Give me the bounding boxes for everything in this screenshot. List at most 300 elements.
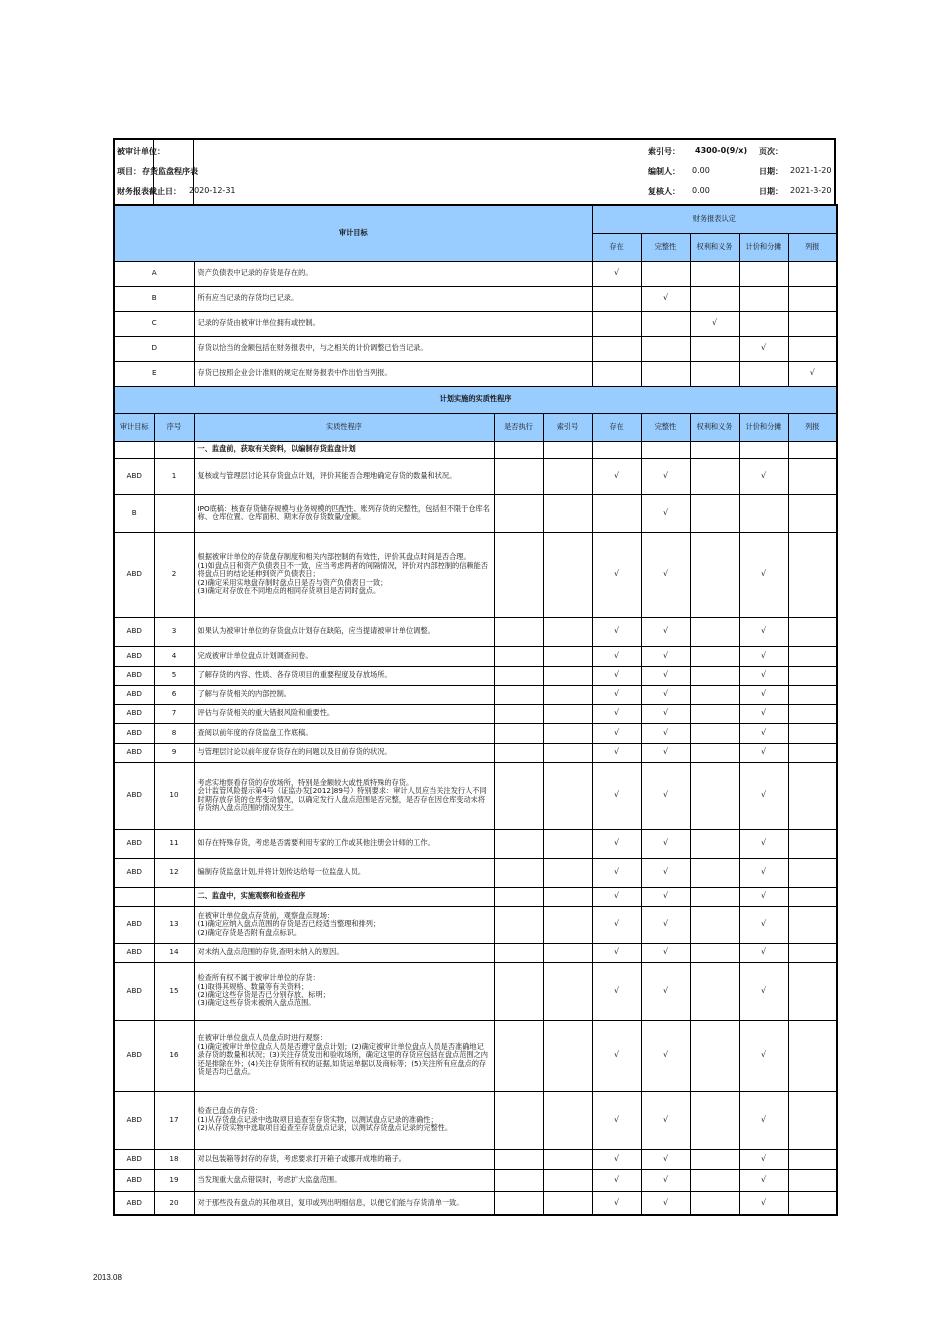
assertion-check: √ xyxy=(739,685,788,704)
assertion-check xyxy=(788,1149,837,1169)
assertion-check xyxy=(690,494,739,532)
executed-cell[interactable] xyxy=(494,666,543,685)
procedure-row xyxy=(114,532,837,617)
index-ref-cell[interactable] xyxy=(543,1191,592,1215)
assertion-check: √ xyxy=(739,532,788,617)
procedure-row xyxy=(114,762,837,829)
executed-cell[interactable] xyxy=(494,532,543,617)
assertion-check: √ xyxy=(592,1020,641,1091)
index-ref-cell[interactable] xyxy=(543,494,592,532)
objective-code: B xyxy=(114,286,194,311)
objectives-title: 审计目标 xyxy=(114,205,592,261)
assertion-check: √ xyxy=(739,762,788,829)
assertion-check xyxy=(788,311,837,336)
procedure-text: 完成被审计单位盘点计划调查问卷。 xyxy=(194,646,494,666)
assertion-check: √ xyxy=(592,261,641,286)
assertion-check xyxy=(788,494,837,532)
objective-ref xyxy=(114,887,154,906)
assertion-check xyxy=(641,361,690,386)
unit-label: 被审计单位： xyxy=(117,147,165,156)
objective-ref: ABD xyxy=(114,1091,154,1149)
assertion-check xyxy=(690,286,739,311)
procedure-text: 二、监盘中，实施观察和检查程序 xyxy=(194,887,494,906)
procedure-number: 15 xyxy=(154,962,194,1020)
version-footer: 2013.08 xyxy=(93,1273,122,1282)
objective-ref: ABD xyxy=(114,532,154,617)
procedure-text: 对以包装箱等封存的存货，考虑要求打开箱子或挪开成堆的箱子。 xyxy=(194,1149,494,1169)
executed-cell[interactable] xyxy=(494,829,543,858)
procedure-number: 12 xyxy=(154,858,194,887)
executed-cell[interactable] xyxy=(494,858,543,887)
executed-cell[interactable] xyxy=(494,762,543,829)
executed-cell[interactable] xyxy=(494,906,543,943)
procedure-row xyxy=(114,1191,837,1215)
column-header: 审计目标 xyxy=(114,413,154,441)
assertion-check xyxy=(690,532,739,617)
assertion-check: √ xyxy=(739,704,788,723)
executed-cell[interactable] xyxy=(494,962,543,1020)
procedure-number: 7 xyxy=(154,704,194,723)
procedure-row xyxy=(114,962,837,1020)
objective-ref: ABD xyxy=(114,617,154,646)
assertion-check: √ xyxy=(592,666,641,685)
column-header: 是否执行 xyxy=(494,413,543,441)
assertion-check xyxy=(690,336,739,361)
procedure-text: 当发现重大盘点错误时，考虑扩大监盘范围。 xyxy=(194,1169,494,1191)
objective-row xyxy=(114,286,837,311)
assertion-check: √ xyxy=(592,458,641,494)
index-ref-cell[interactable] xyxy=(543,887,592,906)
column-header: 计价和分摊 xyxy=(739,413,788,441)
assertion-check xyxy=(690,704,739,723)
assertion-check xyxy=(641,336,690,361)
objective-ref: ABD xyxy=(114,666,154,685)
objective-text: 所有应当记录的存货均已记录。 xyxy=(194,286,592,311)
assertion-check xyxy=(739,494,788,532)
procedure-row xyxy=(114,494,837,532)
assertion-header: 权利和义务 xyxy=(690,233,739,261)
executed-cell[interactable] xyxy=(494,704,543,723)
assertion-check xyxy=(690,887,739,906)
assertion-check xyxy=(788,829,837,858)
objective-text: 存货已按照企业会计准则的规定在财务报表中作出恰当列报。 xyxy=(194,361,592,386)
procedure-text: 根据被审计单位的存货盘存制度和相关内部控制的有效性，评价其盘点时间是否合理。 (1)如盘点日和资产负债表日不一致，应当考虑两者的间隔情况，评价对内部控制的信赖能否将盘点日的结论延伸到资产负债表日； (2)确定采用实地盘存制时盘点日是否与资产负债表日一致； (3)确定对存放在不同地点的相同存货项目是否同时盘点。 xyxy=(194,532,494,617)
assertion-check: √ xyxy=(641,1020,690,1091)
assertion-check xyxy=(788,646,837,666)
index-ref-cell[interactable] xyxy=(543,762,592,829)
objective-ref: ABD xyxy=(114,1191,154,1215)
assertion-check xyxy=(788,336,837,361)
objective-ref: B xyxy=(114,494,154,532)
procedure-row xyxy=(114,1149,837,1169)
assertion-check: √ xyxy=(739,1020,788,1091)
assertion-check xyxy=(788,532,837,617)
assertion-check: √ xyxy=(739,1091,788,1149)
objective-ref: ABD xyxy=(114,829,154,858)
assertion-check xyxy=(690,646,739,666)
assertion-check xyxy=(739,261,788,286)
section-row xyxy=(114,887,837,906)
procedure-text: 与管理层讨论以前年度存货存在的问题以及目前存货的状况。 xyxy=(194,743,494,762)
procedure-number xyxy=(154,494,194,532)
assertion-check: √ xyxy=(641,829,690,858)
index-value: 4300-0(9/x) xyxy=(695,146,748,155)
assertion-check: √ xyxy=(592,723,641,743)
assertion-check xyxy=(788,286,837,311)
index-ref-cell[interactable] xyxy=(543,1149,592,1169)
objective-ref: ABD xyxy=(114,943,154,962)
assertion-check: √ xyxy=(739,829,788,858)
index-ref-cell[interactable] xyxy=(543,943,592,962)
assertion-check: √ xyxy=(592,1149,641,1169)
executed-cell[interactable] xyxy=(494,617,543,646)
assertion-check: √ xyxy=(592,1191,641,1215)
index-ref-cell[interactable] xyxy=(543,829,592,858)
assertion-check xyxy=(788,858,837,887)
procedure-number: 11 xyxy=(154,829,194,858)
assertion-check xyxy=(788,704,837,723)
procedure-row xyxy=(114,704,837,723)
project-name: 存货监盘程序表 xyxy=(142,167,198,176)
assertion-check: √ xyxy=(739,743,788,762)
procedure-row xyxy=(114,685,837,704)
procedure-number: 9 xyxy=(154,743,194,762)
assertion-check xyxy=(788,906,837,943)
column-header: 索引号 xyxy=(543,413,592,441)
assertion-check xyxy=(690,617,739,646)
section-row xyxy=(114,441,837,458)
assertion-check xyxy=(690,723,739,743)
assertion-check: √ xyxy=(739,887,788,906)
executed-cell[interactable] xyxy=(494,1020,543,1091)
assertion-header: 计价和分摊 xyxy=(739,233,788,261)
project-label: 项目： xyxy=(117,167,141,176)
assertion-check xyxy=(788,1091,837,1149)
objective-code: A xyxy=(114,261,194,286)
assertion-check: √ xyxy=(739,723,788,743)
assertion-check xyxy=(592,494,641,532)
assertion-header: 存在 xyxy=(592,233,641,261)
assertion-check: √ xyxy=(641,858,690,887)
executed-cell[interactable] xyxy=(494,723,543,743)
assertion-check: √ xyxy=(739,646,788,666)
procedure-row xyxy=(114,1169,837,1191)
procedure-number xyxy=(154,441,194,458)
assertion-group-header: 财务报表认定 xyxy=(592,205,837,233)
objective-ref: ABD xyxy=(114,723,154,743)
index-ref-cell[interactable] xyxy=(543,532,592,617)
procedure-row xyxy=(114,906,837,943)
assertion-check xyxy=(788,617,837,646)
page-label: 页次： xyxy=(759,147,783,156)
assertion-check xyxy=(641,261,690,286)
assertion-check: √ xyxy=(739,1149,788,1169)
procedure-row xyxy=(114,646,837,666)
index-ref-cell[interactable] xyxy=(543,666,592,685)
preparer-value: 0.00 xyxy=(692,166,710,175)
assertion-check: √ xyxy=(739,617,788,646)
objective-ref: ABD xyxy=(114,858,154,887)
assertion-check xyxy=(592,441,641,458)
assertion-check: √ xyxy=(788,361,837,386)
assertion-check xyxy=(788,943,837,962)
procedure-text: 评估与存货相关的重大错报风险和重要性。 xyxy=(194,704,494,723)
date1-label: 日期： xyxy=(759,167,783,176)
assertion-check: √ xyxy=(641,532,690,617)
index-ref-cell[interactable] xyxy=(543,685,592,704)
assertion-check xyxy=(690,906,739,943)
procedure-number: 3 xyxy=(154,617,194,646)
assertion-check xyxy=(788,458,837,494)
column-header: 列报 xyxy=(788,413,837,441)
assertion-header: 完整性 xyxy=(641,233,690,261)
assertion-check: √ xyxy=(641,1091,690,1149)
assertion-check: √ xyxy=(592,762,641,829)
index-ref-cell[interactable] xyxy=(543,441,592,458)
procedure-text: 在被审计单位盘点存货前，观察盘点现场： (1)确定应纳入盘点范围的存货是否已经适当整理和排列； (2)确定存货是否附有盘点标识。 xyxy=(194,906,494,943)
assertion-check xyxy=(788,666,837,685)
procedure-number: 2 xyxy=(154,532,194,617)
objective-code: D xyxy=(114,336,194,361)
assertion-check: √ xyxy=(739,458,788,494)
objective-ref: ABD xyxy=(114,743,154,762)
assertion-check: √ xyxy=(641,458,690,494)
assertion-check xyxy=(788,1169,837,1191)
procedure-row xyxy=(114,617,837,646)
assertion-check: √ xyxy=(641,1149,690,1169)
assertion-check: √ xyxy=(592,906,641,943)
assertion-check xyxy=(739,311,788,336)
objective-ref: ABD xyxy=(114,704,154,723)
objective-row xyxy=(114,336,837,361)
objective-ref: ABD xyxy=(114,762,154,829)
objective-ref: ABD xyxy=(114,1149,154,1169)
index-ref-cell[interactable] xyxy=(543,1169,592,1191)
assertion-check xyxy=(690,858,739,887)
assertion-check xyxy=(592,311,641,336)
assertion-check: √ xyxy=(641,617,690,646)
procedure-text: 对于那些没有盘点的其他项目，复印或列出明细信息，以便它们能与存货清单一致。 xyxy=(194,1191,494,1215)
executed-cell[interactable] xyxy=(494,685,543,704)
assertion-check: √ xyxy=(592,685,641,704)
procedure-text: 查阅以前年度的存货监盘工作底稿。 xyxy=(194,723,494,743)
assertion-check xyxy=(739,286,788,311)
executed-cell[interactable] xyxy=(494,943,543,962)
index-ref-cell[interactable] xyxy=(543,723,592,743)
assertion-check: √ xyxy=(641,762,690,829)
procedure-row xyxy=(114,723,837,743)
assertion-check: √ xyxy=(739,906,788,943)
assertion-check: √ xyxy=(592,704,641,723)
procedure-text: 复核或与管理层讨论其存货盘点计划，评价其能否合理地确定存货的数量和状况。 xyxy=(194,458,494,494)
executed-cell[interactable] xyxy=(494,1091,543,1149)
working-paper-sheet xyxy=(113,138,836,1216)
index-ref-cell[interactable] xyxy=(543,458,592,494)
assertion-check: √ xyxy=(592,1091,641,1149)
procedure-text: 如果认为被审计单位的存货盘点计划存在缺陷，应当提请被审计单位调整。 xyxy=(194,617,494,646)
index-ref-cell[interactable] xyxy=(543,704,592,723)
assertion-check: √ xyxy=(592,829,641,858)
assertion-check xyxy=(690,1020,739,1091)
executed-cell[interactable] xyxy=(494,1191,543,1215)
index-ref-cell[interactable] xyxy=(543,646,592,666)
assertion-header: 列报 xyxy=(788,233,837,261)
index-ref-cell[interactable] xyxy=(543,962,592,1020)
index-ref-cell[interactable] xyxy=(543,858,592,887)
assertion-check: √ xyxy=(641,704,690,723)
objective-row xyxy=(114,311,837,336)
preparer-label: 编制人： xyxy=(648,167,680,176)
executed-cell[interactable] xyxy=(494,743,543,762)
assertion-check xyxy=(690,829,739,858)
assertion-check xyxy=(788,723,837,743)
executed-cell[interactable] xyxy=(494,494,543,532)
reviewer-label: 复核人： xyxy=(648,187,680,196)
assertion-check: √ xyxy=(592,646,641,666)
assertion-check xyxy=(690,762,739,829)
objective-code: C xyxy=(114,311,194,336)
assertion-check xyxy=(690,1149,739,1169)
procedure-text: 检查已盘点的存货： (1)从存货盘点记录中选取项目追查至存货实物，以测试盘点记录的准确性； (2)从存货实物中选取项目追查至存货盘点记录，以测试存货盘点记录的完整性。 xyxy=(194,1091,494,1149)
assertion-check: √ xyxy=(641,666,690,685)
period-value: 2020-12-31 xyxy=(189,186,236,195)
assertion-check xyxy=(788,261,837,286)
procedure-number: 14 xyxy=(154,943,194,962)
assertion-check xyxy=(690,666,739,685)
assertion-check xyxy=(690,361,739,386)
executed-cell[interactable] xyxy=(494,1169,543,1191)
assertion-check: √ xyxy=(641,962,690,1020)
executed-cell[interactable] xyxy=(494,887,543,906)
procedure-number: 6 xyxy=(154,685,194,704)
procedure-number: 18 xyxy=(154,1149,194,1169)
assertion-check xyxy=(690,261,739,286)
assertion-check: √ xyxy=(641,743,690,762)
assertion-check: √ xyxy=(641,1191,690,1215)
assertion-check xyxy=(592,336,641,361)
procedure-number: 19 xyxy=(154,1169,194,1191)
procedure-text: 检查所有权不属于被审计单位的存货： (1)取得其规格、数量等有关资料； (2)确定这些存货是否已分别存放、标明； (3)确定这些存货未被纳入盘点范围。 xyxy=(194,962,494,1020)
index-ref-cell[interactable] xyxy=(543,743,592,762)
procedure-row xyxy=(114,1091,837,1149)
procedure-number: 8 xyxy=(154,723,194,743)
index-label: 索引号： xyxy=(648,147,680,156)
procedure-row xyxy=(114,743,837,762)
assertion-check xyxy=(788,441,837,458)
procedure-row xyxy=(114,1020,837,1091)
procedure-row xyxy=(114,858,837,887)
objective-code: E xyxy=(114,361,194,386)
objective-text: 资产负债表中记录的存货是存在的。 xyxy=(194,261,592,286)
date2-label: 日期： xyxy=(759,187,783,196)
assertion-check: √ xyxy=(641,494,690,532)
objective-text: 记录的存货由被审计单位拥有或控制。 xyxy=(194,311,592,336)
assertion-check: √ xyxy=(641,723,690,743)
assertion-check xyxy=(788,762,837,829)
procedure-number: 1 xyxy=(154,458,194,494)
procedure-text: 了解与存货相关的内部控制。 xyxy=(194,685,494,704)
objective-ref xyxy=(114,441,154,458)
index-ref-cell[interactable] xyxy=(543,1020,592,1091)
procedure-text: 如存在特殊存货，考虑是否需要利用专家的工作或其他注册会计师的工作。 xyxy=(194,829,494,858)
assertion-check xyxy=(739,361,788,386)
assertion-check xyxy=(788,1020,837,1091)
procedure-number: 4 xyxy=(154,646,194,666)
assertion-check: √ xyxy=(592,962,641,1020)
procedure-text: 考虑实地察看存货的存放场所，特别是金额较大或性质特殊的存货。 会计监管风险提示第4号（证监办发[2012]89号）特别要求：审计人员应当关注发行人不同时期存放存货的仓库变动情况，以确定发行人盘点范围是否完整，是否存在因仓库变动未将存货纳入盘点范围的情况发生。 xyxy=(194,762,494,829)
assertion-check: √ xyxy=(739,943,788,962)
column-header: 序号 xyxy=(154,413,194,441)
index-ref-cell[interactable] xyxy=(543,906,592,943)
assertion-check xyxy=(641,311,690,336)
procedure-row xyxy=(114,666,837,685)
assertion-check: √ xyxy=(739,858,788,887)
assertion-check: √ xyxy=(592,858,641,887)
assertion-check xyxy=(690,1169,739,1191)
procedure-number xyxy=(154,887,194,906)
procedure-number: 20 xyxy=(154,1191,194,1215)
executed-cell[interactable] xyxy=(494,441,543,458)
assertion-check: √ xyxy=(592,532,641,617)
assertion-check: √ xyxy=(641,887,690,906)
procedure-text: 对未纳入盘点范围的存货,查明未纳入的原因。 xyxy=(194,943,494,962)
assertion-check: √ xyxy=(739,666,788,685)
assertion-check xyxy=(788,962,837,1020)
assertion-check xyxy=(690,458,739,494)
assertion-check: √ xyxy=(739,1191,788,1215)
assertion-check: √ xyxy=(641,286,690,311)
assertion-check: √ xyxy=(739,1169,788,1191)
objectives-section xyxy=(114,205,837,386)
column-header: 权利和义务 xyxy=(690,413,739,441)
procedures-section xyxy=(114,386,837,1215)
executed-cell[interactable] xyxy=(494,458,543,494)
assertion-check xyxy=(641,441,690,458)
paper-header xyxy=(113,138,836,204)
objective-ref: ABD xyxy=(114,906,154,943)
objective-ref: ABD xyxy=(114,962,154,1020)
column-header: 实质性程序 xyxy=(194,413,494,441)
procedure-table xyxy=(113,204,838,1216)
procedure-text: 在被审计单位盘点人员盘点时进行观察： (1)确定被审计单位盘点人员是否遵守盘点计划；(2)确定被审计单位盘点人员是否准确地记录存货的数量和状况；(3)关注存货发出和验收场所，确定这里的存货应包括在盘点范围之内还是排除在外；(4)关注存货所有权的证据,如货运单据以及商标等；(5)关注所有应盘点的存货是否均已盘点。 xyxy=(194,1020,494,1091)
assertion-check xyxy=(690,743,739,762)
assertion-check xyxy=(788,743,837,762)
procedure-row xyxy=(114,829,837,858)
objective-text: 存货以恰当的金额包括在财务报表中，与之相关的计价调整已恰当记录。 xyxy=(194,336,592,361)
executed-cell[interactable] xyxy=(494,1149,543,1169)
column-header: 存在 xyxy=(592,413,641,441)
assertion-check: √ xyxy=(739,962,788,1020)
assertion-check xyxy=(690,1191,739,1215)
assertion-check xyxy=(690,685,739,704)
assertion-check xyxy=(592,286,641,311)
assertion-check xyxy=(690,943,739,962)
objective-ref: ABD xyxy=(114,1169,154,1191)
assertion-check: √ xyxy=(690,311,739,336)
objective-row xyxy=(114,261,837,286)
procedure-text: 一、监盘前，获取有关资料，以编制存货监盘计划 xyxy=(194,441,494,458)
index-ref-cell[interactable] xyxy=(543,1091,592,1149)
assertion-check: √ xyxy=(739,336,788,361)
index-ref-cell[interactable] xyxy=(543,617,592,646)
executed-cell[interactable] xyxy=(494,646,543,666)
procedure-text: 编制存货监盘计划,并将计划传达给每一位监盘人员。 xyxy=(194,858,494,887)
assertion-check xyxy=(690,962,739,1020)
date1-value: 2021-1-20 xyxy=(790,166,832,175)
assertion-check: √ xyxy=(592,617,641,646)
assertion-check xyxy=(690,441,739,458)
column-header: 完整性 xyxy=(641,413,690,441)
